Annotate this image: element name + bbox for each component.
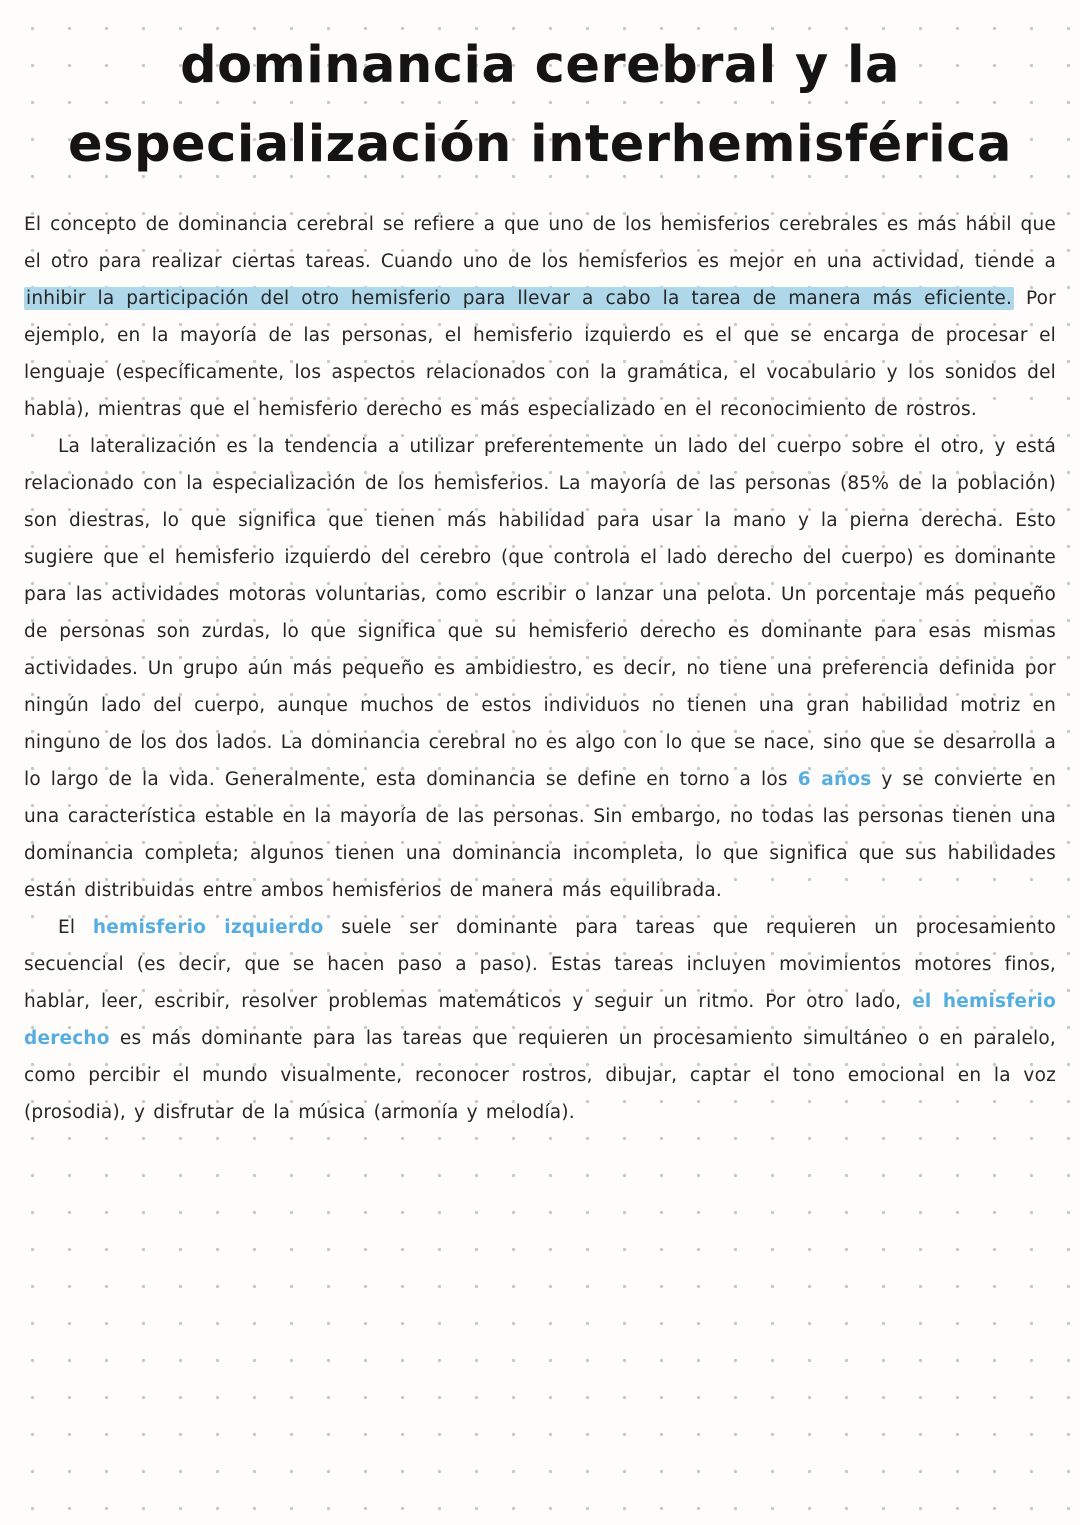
text-segment: Por ejemplo, en la mayoría de las personas, el hemisferio izquierdo es el que se encarga de procesar el lenguaje (específicamente, los aspectos relacionados con la gramática, el vocabulario y los sonidos del habla), mientras que el hemisferio derecho es más especializado en el reconocimiento de rostros. bbox=[24, 288, 1056, 421]
text-segment: La lateralización es la tendencia a utilizar preferentemente un lado del cuerpo sobre el otro, y está relacionado con la especialización de los hemisferios. La mayoría de las personas (85% de la población) son diestras, lo que significa que tienen más habilidad para usar la mano y la pierna derecha. Esto sugiere que el hemisferio izquierdo del cerebro (que controla el lado derecho del cuerpo) es dominante para las actividades motoras voluntarias, como escribir o lanzar una pelota. Un porcentaje más pequeño de personas son zurdas, lo que significa que su hemisferio derecho es dominante para esas mismas actividades. Un grupo aún más pequeño es ambidiestro, es decir, no tiene una preferencia definida por ningún lado del cuerpo, aunque muchos de estos individuos no tienen una gran habilidad motriz en ninguno de los dos lados. La dominancia cerebral no es algo con lo que se nace, sino que se desarrolla a lo largo de la vida. Generalmente, esta dominancia se define en torno a los bbox=[24, 436, 1056, 791]
paragraph bbox=[24, 909, 1056, 1131]
title-line-1: dominancia cerebral y la bbox=[180, 36, 900, 95]
blue-keyword: 6 años bbox=[797, 769, 872, 791]
blue-keyword: el hemisferio derecho bbox=[24, 991, 1057, 1050]
text-segment: El bbox=[58, 917, 93, 939]
paragraph bbox=[24, 428, 1056, 909]
text-segment: y se convierte en una característica estable en la mayoría de las personas. Sin embargo, no todas las personas tienen una dominancia completa; algunos tienen una dominancia incompleta, lo que significa que sus habilidades están distribuidas entre ambos hemisferios de manera más equilibrada. bbox=[24, 769, 1057, 902]
page-title bbox=[0, 0, 1080, 184]
text-segment: es más dominante para las tareas que requieren un procesamiento simultáneo o en paralelo, como percibir el mundo visualmente, reconocer rostros, dibujar, captar el tono emocional en la voz (prosodia), y disfrutar de la música (armonía y melodía). bbox=[24, 1028, 1056, 1124]
text-segment: El concepto de dominancia cerebral se refiere a que uno de los hemisferios cerebrales es más hábil que el otro para realizar ciertas tareas. Cuando uno de los hemisferios es mejor en una actividad, tiende a bbox=[24, 214, 1056, 273]
blue-keyword: hemisferio izquierdo bbox=[92, 917, 324, 939]
text-segment: suele ser dominante para tareas que requieren un procesamiento secuencial (es decir, que se hacen paso a paso). Estas tareas incluyen movimientos motores finos, hablar, leer, escribir, resolver problemas matemáticos y seguir un ritmo. Por otro lado, bbox=[24, 917, 1057, 1013]
notes-body bbox=[0, 184, 1080, 1131]
title-line-2: especialización interhemisférica bbox=[68, 115, 1012, 175]
paragraph bbox=[24, 206, 1056, 428]
highlighted-text: inhibir la participación del otro hemisferio para llevar a cabo la tarea de manera más eficiente. bbox=[26, 288, 1013, 310]
